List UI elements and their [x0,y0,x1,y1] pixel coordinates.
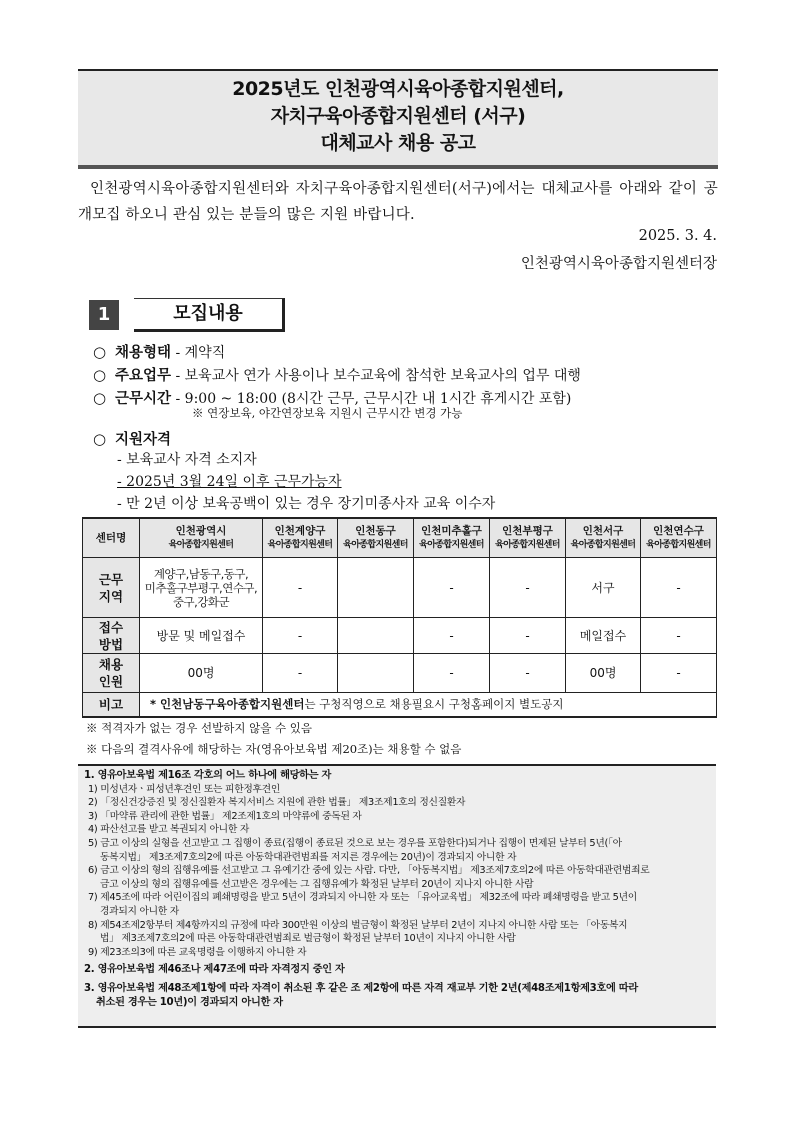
header-center-bupyeong: 인천부평구 육아종합지원센터 [490,518,566,558]
header-center-seogu: 인천서구 육아종합지원센터 [566,518,641,558]
table-cell: 메일접수 [566,618,641,654]
table-cell: - [641,618,717,654]
remark-cell [140,693,717,717]
row-header: 비고 [83,693,140,717]
disq-item-cont: 동복지법」 제3조제7호의2에 따른 아동학대관련범죄를 저지른 경우에는 20년)이 경과되지 아니한 자 [100,851,517,863]
header-center-michuhol: 인천미추홀구 육아종합지원센터 [414,518,490,558]
intro-text: 인천광역시육아종합지원센터와 자치구육아종합지원센터(서구)에서는 대체교사를 아래와 같이 공개모집 하오니 관심 있는 분들의 많은 지원 바랍니다. [78,181,718,223]
table-row-application-method [83,618,717,654]
disq-heading-3-cont: 취소된 경우는 10년)이 경과되지 아니한 자 [96,996,283,1008]
item-employment-type [93,341,225,362]
item-label: 지원자격 [115,432,172,448]
qualification-3: - 만 2년 이상 보육공백이 있는 경우 장기미종사자 교육 이수자 [117,496,496,512]
table-header-row [83,518,717,558]
disqualification-box [78,764,716,1028]
title-line-2: 자치구육아종합지원센터 (서구) [270,105,526,127]
header-center-gyeyang: 인천계양구 육아종합지원센터 [263,518,338,558]
table-cell [338,618,414,654]
table-cell: - [414,558,490,618]
title-line-1: 2025년도 인천광역시육아종합지원센터, [232,78,564,100]
table-cell: - [414,618,490,654]
bullet-circle: ○ [93,430,107,448]
table-cell: 00명 [140,654,263,693]
disq-item: 9) 제23조의3에 따른 교육명령을 이행하지 아니한 자 [88,946,307,958]
table-row-headcount [83,654,717,693]
disq-heading-2: 2. 영유아보육법 제46조나 제47조에 따라 자격정지 중인 자 [84,964,345,976]
row-header: 접수 방법 [83,618,140,654]
recruitment-table [82,517,717,718]
table-row-work-area [83,558,717,618]
intro-paragraph [78,176,718,228]
header-corner: 센터명 [83,518,140,558]
bullet-circle: ○ [93,366,107,384]
disq-item: 5) 금고 이상의 실형을 선고받고 그 집행이 종료(집행이 종료된 것으로 보는 경우를 포함한다)되거나 집행이 면제된 날부터 5년(「아 [88,837,622,849]
table-cell [338,558,414,618]
table-cell: - [490,654,566,693]
item-label: 근무시간 [115,391,172,407]
disq-item-cont: 경과되지 아니한 자 [100,905,179,917]
announcement-signer: 인천광역시육아종합지원센터장 [520,256,717,272]
row-header: 근무 지역 [83,558,140,618]
item-text: - 계약직 [171,345,226,361]
item-qualifications [93,428,171,449]
table-cell: - [263,618,338,654]
disq-item: 2) 「정신건강증진 및 정신질환자 복지서비스 지원에 관한 법률」 제3조제1호의 정신질환자 [88,797,466,809]
disq-item: 3) 「마약류 관리에 관한 법률」 제2조제1호의 마약류에 중독된 자 [88,810,362,822]
disq-item: 8) 제54조제2항부터 제4항까지의 규정에 따라 300만원 이상의 벌금형이 확정된 날부터 2년이 지나지 아니한 사람 또는 「아동복지 [88,919,628,931]
table-cell: 계양구,남동구,동구, 미추홀구부평구,연수구, 중구,강화군 [140,558,263,618]
qualification-2: - 2025년 3월 24일 이후 근무가능자 [117,474,342,490]
table-cell: - [641,558,717,618]
table-cell: - [414,654,490,693]
disq-item: 7) 제45조에 따라 어린이집의 폐쇄명령을 받고 5년이 경과되지 아니한 자 또는 「유아교육법」 제32조에 따라 폐쇄명령을 받고 5년이 [88,892,637,904]
disq-item: 6) 금고 이상의 형의 집행유예를 선고받고 그 유예기간 중에 있는 사람. 다만, 「아동복지법」 제3조제7호의2에 따른 아동학대관련범죄로 [88,865,650,877]
table-cell: - [263,654,338,693]
header-center-yeonsu: 인천연수구 육아종합지원센터 [641,518,717,558]
disq-heading-1: 1. 영유아보육법 제16조 각호의 어느 하나에 해당하는 자 [84,770,332,781]
table-cell: 서구 [566,558,641,618]
work-hours-note: ※ 연장보육, 야간연장보육 지원시 근무시간 변경 가능 [192,406,463,420]
disq-item: 1) 미성년자ㆍ피성년후견인 또는 피한정후견인 [88,783,281,795]
table-row-remark [83,693,717,717]
table-cell [338,654,414,693]
item-label: 채용형태 [115,345,172,361]
header-center-donggu: 인천동구 육아종합지원센터 [338,518,414,558]
section-title: 모집내용 [134,298,285,332]
qualification-1: - 보육교사 자격 소지자 [117,452,257,468]
table-cell: - [490,558,566,618]
disq-item: 4) 파산선고를 받고 복권되지 아니한 자 [88,824,249,836]
remark-bold: * 인천남동구육아종합지원센터 [150,697,305,712]
disq-item-cont: 법」 제3조제7호의2에 따른 아동학대관련범죄로 벌금형이 확정된 날부터 10년이 지나지 아니한 사람 [100,933,516,945]
note-disqualification: ※ 다음의 결격사유에 해당하는 자(영유아보육법 제20조)는 채용할 수 없음 [86,742,462,756]
item-main-duty [93,364,581,385]
table-cell: - [263,558,338,618]
announcement-date: 2025. 3. 4. [638,228,717,244]
title-line-3: 대체교사 채용 공고 [320,132,476,154]
title-box [78,69,718,169]
item-text: - 보육교사 연가 사용이나 보수교육에 참석한 보육교사의 업무 대행 [171,368,581,384]
remark-text: 는 구청직영으로 채용필요시 구청홈페이지 별도공지 [304,697,564,712]
note-no-qualified: ※ 적격자가 없는 경우 선발하지 않을 수 있음 [86,721,312,735]
header-center-incheon: 인천광역시 육아종합지원센터 [140,518,263,558]
table-cell: 00명 [566,654,641,693]
disq-item-cont: 금고 이상의 형의 집행유예를 선고받은 경우에는 그 집행유예가 확정된 날부터 20년이 지나지 아니한 사람 [100,878,534,890]
row-header: 채용 인원 [83,654,140,693]
bullet-circle: ○ [93,343,107,361]
disq-heading-3: 3. 영유아보육법 제48조제1항에 따라 자격이 취소된 후 같은 조 제2항에 따른 자격 재교부 기한 2년(제48조제1항제3호에 따라 [84,982,638,994]
table-cell: - [490,618,566,654]
section-number: 1 [89,300,119,330]
bullet-circle: ○ [93,389,107,407]
table-cell: - [641,654,717,693]
item-label: 주요업무 [115,368,172,384]
table-cell: 방문 및 메일접수 [140,618,263,654]
item-text: - 9:00 ~ 18:00 (8시간 근무, 근무시간 내 1시간 휴게시간 포함) [171,391,572,407]
